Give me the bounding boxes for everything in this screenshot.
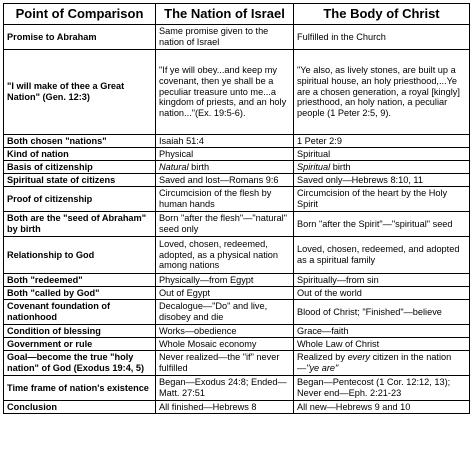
christ-emphasis: every <box>347 352 371 363</box>
comparison-table-container <box>3 3 469 414</box>
row-label: Covenant foundation of nationhood <box>4 300 156 325</box>
christ-cell: Fulfilled in the Church <box>294 25 470 50</box>
row-label: Proof of citizenship <box>4 187 156 212</box>
row-label: Both "redeemed" <box>4 274 156 287</box>
row-label: Goal—become the true "holy nation" of God (Exodus 19:4, 5) <box>4 351 156 376</box>
israel-emphasis: Natural <box>159 161 189 172</box>
row-label: Spiritual state of citizens <box>4 174 156 187</box>
table-row <box>4 187 470 212</box>
christ-cell: Loved, chosen, redeemed, and adopted as a spiritual family <box>294 237 470 274</box>
table-row <box>4 376 470 401</box>
israel-cell: Out of Egypt <box>156 287 294 300</box>
christ-cell: Blood of Christ; "Finished"—believe <box>294 300 470 325</box>
christ-cell: Whole Law of Christ <box>294 338 470 351</box>
christ-text: birth <box>330 161 351 172</box>
table-row <box>4 287 470 300</box>
table-row <box>4 401 470 414</box>
israel-cell: Decalogue—"Do" and live, disobey and die <box>156 300 294 325</box>
comparison-table <box>3 3 470 414</box>
christ-cell: 1 Peter 2:9 <box>294 135 470 148</box>
christ-text: Realized by <box>297 352 348 363</box>
christ-cell: "Ye also, as lively stones, are built up a spiritual house, an holy priesthood,...Ye are a chosen generation, a royal [kingly] priesthood, an holy nation, a peculiar people (1 Peter 2:5, 9). <box>294 50 470 135</box>
israel-cell: Circumcision of the flesh by human hands <box>156 187 294 212</box>
table-row <box>4 148 470 161</box>
table-row <box>4 300 470 325</box>
header-nation-of-israel: The Nation of Israel <box>156 4 294 25</box>
christ-cell: Spiritually—from sin <box>294 274 470 287</box>
israel-cell <box>156 161 294 174</box>
table-row <box>4 50 470 135</box>
header-row <box>4 4 470 25</box>
christ-cell: All new—Hebrews 9 and 10 <box>294 401 470 414</box>
israel-cell: "If ye will obey...and keep my covenant, then ye shall be a peculiar treasure unto me...a kingdom of priests, and an holy nation..."(Ex. 19:5-6). <box>156 50 294 135</box>
row-label: Both are the "seed of Abraham" by birth <box>4 212 156 237</box>
table-row <box>4 237 470 274</box>
israel-cell: Began—Exodus 24:8; Ended—Matt. 27:51 <box>156 376 294 401</box>
christ-cell: Circumcision of the heart by the Holy Spirit <box>294 187 470 212</box>
israel-cell: Works—obedience <box>156 325 294 338</box>
row-label: Promise to Abraham <box>4 25 156 50</box>
christ-emphasis: Spiritual <box>297 161 331 172</box>
israel-cell: Born "after the flesh"—"natural" seed only <box>156 212 294 237</box>
table-row <box>4 25 470 50</box>
table-row <box>4 325 470 338</box>
israel-cell: Physical <box>156 148 294 161</box>
row-label: Basis of citizenship <box>4 161 156 174</box>
header-point-of-comparison: Point of Comparison <box>4 4 156 25</box>
header-body-of-christ: The Body of Christ <box>294 4 470 25</box>
israel-cell: Never realized—the "if" never fulfilled <box>156 351 294 376</box>
table-row <box>4 338 470 351</box>
christ-cell: Spiritual <box>294 148 470 161</box>
israel-cell: Saved and lost—Romans 9:6 <box>156 174 294 187</box>
israel-cell: Whole Mosaic economy <box>156 338 294 351</box>
christ-emphasis: "ye are" <box>306 363 339 373</box>
israel-cell: Loved, chosen, redeemed, adopted, as a physical nation among nations <box>156 237 294 274</box>
row-label: Time frame of nation's existence <box>4 376 156 401</box>
christ-cell <box>294 351 470 376</box>
row-label: Conclusion <box>4 401 156 414</box>
israel-cell: All finished—Hebrews 8 <box>156 401 294 414</box>
table-row <box>4 212 470 237</box>
row-label: Both chosen "nations" <box>4 135 156 148</box>
row-label: Relationship to God <box>4 237 156 274</box>
row-label: Government or rule <box>4 338 156 351</box>
row-label: Both "called by God" <box>4 287 156 300</box>
israel-text: birth <box>188 161 210 172</box>
christ-text: citizen in the nation— <box>297 352 452 373</box>
christ-cell: Out of the world <box>294 287 470 300</box>
christ-cell: Saved only—Hebrews 8:10, 11 <box>294 174 470 187</box>
table-row <box>4 161 470 174</box>
table-row <box>4 174 470 187</box>
christ-cell: Began—Pentecost (1 Cor. 12:12, 13); Never end—Eph. 2:21-23 <box>294 376 470 401</box>
table-row <box>4 351 470 376</box>
christ-cell <box>294 161 470 174</box>
row-label: Kind of nation <box>4 148 156 161</box>
table-row <box>4 274 470 287</box>
israel-cell: Isaiah 51:4 <box>156 135 294 148</box>
row-label: Condition of blessing <box>4 325 156 338</box>
table-row <box>4 135 470 148</box>
israel-cell: Physically—from Egypt <box>156 274 294 287</box>
israel-cell: Same promise given to the nation of Israel <box>156 25 294 50</box>
christ-cell: Grace—faith <box>294 325 470 338</box>
christ-cell: Born "after the Spirit"—"spiritual" seed <box>294 212 470 237</box>
row-label: "I will make of thee a Great Nation" (Gen. 12:3) <box>4 50 156 135</box>
